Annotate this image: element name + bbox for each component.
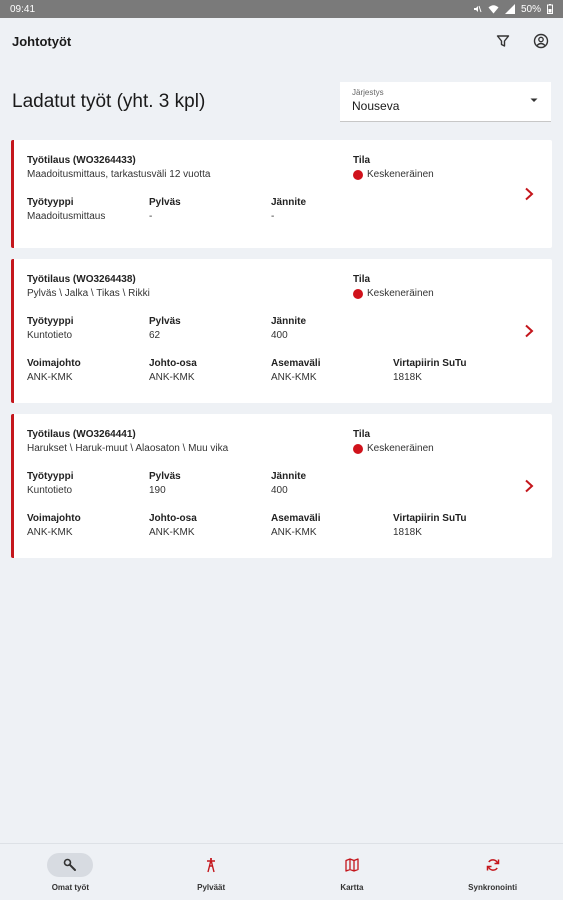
field-value: 62 bbox=[149, 330, 161, 341]
status-label: Tila bbox=[353, 155, 371, 166]
field-value: - bbox=[271, 211, 275, 222]
field-value: ANK-KMK bbox=[271, 527, 317, 538]
field-value: ANK-KMK bbox=[149, 527, 195, 538]
status-dot-icon bbox=[353, 444, 363, 454]
field-label: Jännite bbox=[271, 471, 307, 482]
work-order-card[interactable] bbox=[11, 259, 552, 403]
field-value: Maadoitusmittaus bbox=[27, 211, 106, 222]
nav-icon-container bbox=[188, 853, 234, 877]
status-badge bbox=[353, 442, 434, 456]
chevron-down-icon bbox=[529, 95, 539, 105]
work-order-label: Työtilaus (WO3264441) bbox=[27, 429, 136, 440]
nav-label: Pylväät bbox=[197, 882, 226, 892]
field-label: Pylväs bbox=[149, 197, 181, 208]
account-button[interactable] bbox=[531, 31, 551, 51]
field-label: Virtapiirin SuTu bbox=[393, 513, 467, 524]
status-value: Keskeneräinen bbox=[367, 169, 434, 180]
status-value: Keskeneräinen bbox=[367, 443, 434, 454]
nav-label: Synkronointi bbox=[468, 882, 518, 892]
filter-button[interactable] bbox=[493, 31, 513, 51]
account-icon bbox=[533, 33, 549, 49]
battery-level: 50% bbox=[520, 3, 541, 15]
app-bar bbox=[0, 18, 563, 64]
list-header bbox=[0, 64, 563, 140]
field-value: 400 bbox=[271, 485, 288, 496]
wrench-icon bbox=[63, 858, 77, 872]
field-label: Työtyyppi bbox=[27, 316, 74, 327]
status-badge bbox=[353, 287, 434, 301]
mute-icon bbox=[472, 4, 482, 14]
field-value: ANK-KMK bbox=[27, 372, 73, 383]
work-order-card[interactable] bbox=[11, 140, 552, 248]
nav-icon-container bbox=[47, 853, 93, 877]
chevron-right-icon bbox=[524, 479, 534, 493]
field-label: Pylväs bbox=[149, 471, 181, 482]
nav-label: Kartta bbox=[340, 882, 364, 892]
chevron-right-icon bbox=[524, 187, 534, 201]
status-badge bbox=[353, 168, 434, 182]
nav-label: Omat työt bbox=[51, 882, 90, 892]
work-order-label: Työtilaus (WO3264433) bbox=[27, 155, 136, 166]
field-label: Virtapiirin SuTu bbox=[393, 358, 467, 369]
status-indicators bbox=[472, 4, 553, 15]
field-value: Kuntotieto bbox=[27, 330, 73, 341]
nav-item-pylvaat[interactable] bbox=[141, 844, 282, 900]
work-order-card[interactable] bbox=[11, 414, 552, 558]
field-label: Johto-osa bbox=[149, 513, 197, 524]
status-label: Tila bbox=[353, 429, 371, 440]
status-dot-icon bbox=[353, 170, 363, 180]
field-value: 400 bbox=[271, 330, 288, 341]
field-label: Johto-osa bbox=[149, 358, 197, 369]
field-value: ANK-KMK bbox=[271, 372, 317, 383]
nav-item-kartta[interactable] bbox=[282, 844, 423, 900]
battery-icon bbox=[547, 4, 553, 14]
chevron-right-icon bbox=[524, 324, 534, 338]
work-order-description: Maadoitusmittaus, tarkastusväli 12 vuotta bbox=[27, 169, 211, 180]
status-value: Keskeneräinen bbox=[367, 288, 434, 299]
work-order-description: Harukset \ Haruk-muut \ Alaosaton \ Muu vika bbox=[27, 443, 229, 454]
field-value: Kuntotieto bbox=[27, 485, 73, 496]
field-label: Työtyyppi bbox=[27, 471, 74, 482]
wifi-icon bbox=[488, 4, 499, 14]
page-title: Ladatut työt (yht. 3 kpl) bbox=[12, 91, 206, 112]
field-value: - bbox=[149, 211, 153, 222]
field-value: ANK-KMK bbox=[27, 527, 73, 538]
field-label: Jännite bbox=[271, 197, 307, 208]
field-value: 190 bbox=[149, 485, 166, 496]
field-label: Asemaväli bbox=[271, 358, 321, 369]
status-dot-icon bbox=[353, 289, 363, 299]
status-time: 09:41 bbox=[10, 3, 36, 15]
app-actions bbox=[493, 31, 551, 51]
field-label: Asemaväli bbox=[271, 513, 321, 524]
field-value: ANK-KMK bbox=[149, 372, 195, 383]
work-order-label: Työtilaus (WO3264438) bbox=[27, 274, 136, 285]
field-label: Pylväs bbox=[149, 316, 181, 327]
sync-icon bbox=[486, 858, 500, 872]
nav-item-synkronointi[interactable] bbox=[422, 844, 563, 900]
nav-icon-container bbox=[470, 853, 516, 877]
sort-value: Nouseva bbox=[352, 99, 400, 113]
field-label: Työtyyppi bbox=[27, 197, 74, 208]
work-order-description: Pylväs \ Jalka \ Tikas \ Rikki bbox=[27, 288, 150, 299]
sort-label: Järjestys bbox=[352, 88, 384, 97]
field-value: 1818K bbox=[393, 372, 422, 383]
field-label: Voimajohto bbox=[27, 358, 81, 369]
signal-icon bbox=[505, 4, 515, 14]
field-label: Jännite bbox=[271, 316, 307, 327]
status-label: Tila bbox=[353, 274, 371, 285]
status-bar bbox=[0, 0, 563, 18]
nav-icon-container bbox=[329, 853, 375, 877]
field-value: 1818K bbox=[393, 527, 422, 538]
bottom-navigation bbox=[0, 843, 563, 900]
app-title: Johtotyöt bbox=[12, 33, 72, 49]
pylon-icon bbox=[204, 857, 218, 873]
sort-select[interactable] bbox=[340, 82, 551, 122]
filter-icon bbox=[496, 34, 510, 48]
field-label: Voimajohto bbox=[27, 513, 81, 524]
nav-item-omat-tyot[interactable] bbox=[0, 844, 141, 900]
map-icon bbox=[345, 858, 359, 872]
